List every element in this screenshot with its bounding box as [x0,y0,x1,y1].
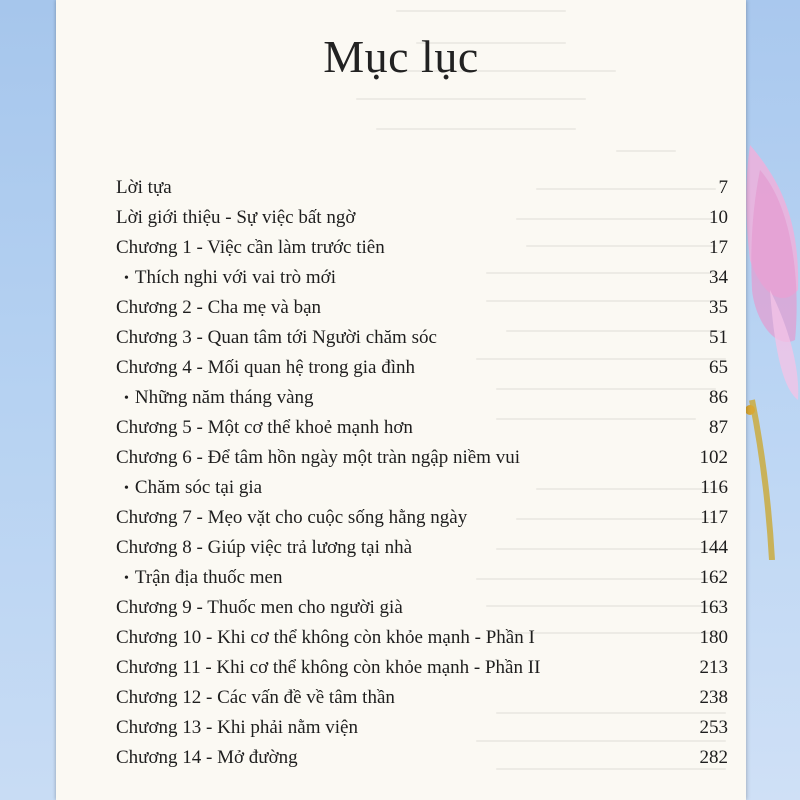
toc-entry [116,173,728,203]
toc-entry [116,623,728,653]
page-title: Mục lục [323,31,479,82]
pink-flower-image [740,140,800,560]
toc-entry-title: Chăm sóc tại gia [134,477,263,498]
toc-entry [116,503,728,533]
toc-entry-title: Chương 8 - Giúp việc trả lương tại nhà [116,537,413,558]
toc-entry-page-number: 213 [699,657,728,678]
toc-entry [116,353,728,383]
toc-entry-title: Chương 13 - Khi phải nằm viện [116,717,358,738]
toc-entry [116,233,728,263]
toc-entry [116,743,728,773]
toc-entry-title: Thích nghi với vai trò mới [134,267,337,288]
toc-entry-title: Chương 12 - Các vấn đề về tâm thần [116,687,395,708]
book-page [56,0,746,800]
toc-entry [116,263,728,293]
toc-entry-title: Những năm tháng vàng [134,387,314,408]
toc-entry-title: Trận địa thuốc men [134,567,283,588]
toc-entry-page-number: 7 [718,177,728,198]
toc-entry [116,533,728,563]
toc-entry [116,593,728,623]
toc-entry-title: Chương 7 - Mẹo vặt cho cuộc sống hằng ngày [116,507,468,528]
toc-entry-page-number: 34 [709,267,728,288]
toc-entry [116,413,728,443]
toc-entry-title: Chương 1 - Việc cần làm trước tiên [116,237,385,258]
toc-entry [116,653,728,683]
toc-entry-title: Chương 4 - Mối quan hệ trong gia đình [116,357,415,378]
toc-entry-page-number: 65 [709,357,728,378]
toc-entry-page-number: 35 [709,297,728,318]
toc-entry [116,563,728,593]
toc-entry-page-number: 87 [709,417,728,438]
toc-entry-title: Chương 6 - Để tâm hồn ngày một tràn ngập niềm vui [116,447,520,468]
toc-entry-page-number: 86 [709,387,728,408]
toc-entry-title: Chương 2 - Cha mẹ và bạn [116,297,322,318]
toc-entry-title: Lời giới thiệu - Sự việc bất ngờ [116,207,356,228]
toc-entry [116,473,728,503]
toc-entry [116,383,728,413]
toc-entry-title: Lời tựa [116,177,172,198]
toc-entry-page-number: 162 [699,567,728,588]
toc-entry-title: Chương 9 - Thuốc men cho người già [116,597,403,618]
toc-entry [116,443,728,473]
toc-entry [116,203,728,233]
toc-entry [116,323,728,353]
toc-entry-page-number: 238 [699,687,728,708]
toc-entry-title: Chương 11 - Khi cơ thể không còn khỏe mạnh - Phần II [116,657,541,678]
toc-entry-title: Chương 14 - Mở đường [116,747,298,768]
toc-entry-title: Chương 5 - Một cơ thể khoẻ mạnh hơn [116,417,413,438]
toc-entry-page-number: 144 [699,537,728,558]
toc-entry-title: Chương 3 - Quan tâm tới Người chăm sóc [116,327,437,348]
bullet-icon: • [124,570,129,586]
toc-entry-page-number: 282 [699,747,728,768]
table-of-contents [116,173,728,773]
toc-entry-page-number: 102 [699,447,728,468]
toc-entry [116,713,728,743]
bullet-icon: • [124,390,129,406]
toc-entry [116,683,728,713]
toc-entry-page-number: 253 [699,717,728,738]
toc-entry-page-number: 163 [699,597,728,618]
toc-entry [116,293,728,323]
toc-entry-page-number: 51 [709,327,728,348]
toc-entry-title: Chương 10 - Khi cơ thể không còn khỏe mạnh - Phần I [116,627,535,648]
bullet-icon: • [124,480,129,496]
bullet-icon: • [124,270,129,286]
toc-entry-page-number: 116 [700,477,728,498]
background-sky-left [0,0,56,800]
toc-entry-page-number: 17 [709,237,728,258]
toc-entry-page-number: 10 [709,207,728,228]
toc-entry-page-number: 117 [700,507,728,528]
toc-entry-page-number: 180 [699,627,728,648]
